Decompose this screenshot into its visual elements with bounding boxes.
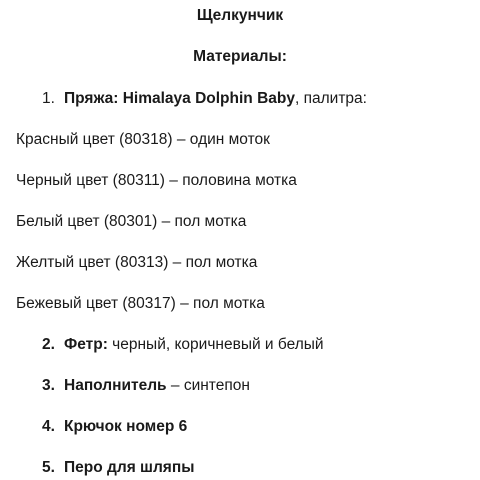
section-heading: Материалы: — [193, 48, 287, 65]
list-item-filler — [42, 376, 250, 396]
list-item-label: Наполнитель — [64, 377, 167, 394]
list-item-text: , палитра: — [294, 90, 367, 107]
list-item-hook — [42, 417, 187, 437]
color-line-beige: Бежевый цвет (80317) – пол мотка — [16, 295, 265, 312]
list-number: 3. — [42, 377, 55, 394]
color-line-black: Черный цвет (80311) – половина мотка — [16, 172, 297, 189]
document-title: Щелкунчик — [196, 7, 284, 24]
list-item-label: Перо для шляпы — [64, 459, 195, 476]
list-item-felt — [42, 335, 324, 355]
list-number: 5. — [42, 459, 55, 476]
list-item-yarn — [42, 89, 367, 109]
list-item-label: Крючок номер 6 — [64, 418, 188, 435]
list-number: 2. — [42, 336, 55, 353]
color-line-red: Красный цвет (80318) – один моток — [16, 131, 270, 148]
list-number: 4. — [42, 418, 55, 435]
color-line-yellow: Желтый цвет (80313) – пол мотка — [16, 254, 258, 271]
list-item-text: – синтепон — [166, 377, 250, 394]
list-number: 1. — [42, 90, 55, 107]
list-item-label: Пряжа: Himalaya Dolphin Baby — [64, 90, 295, 107]
list-item-feather — [42, 458, 194, 478]
list-item-label: Фетр: — [64, 336, 108, 353]
list-item-text: черный, коричневый и белый — [107, 336, 324, 353]
color-line-white: Белый цвет (80301) – пол мотка — [16, 213, 247, 230]
